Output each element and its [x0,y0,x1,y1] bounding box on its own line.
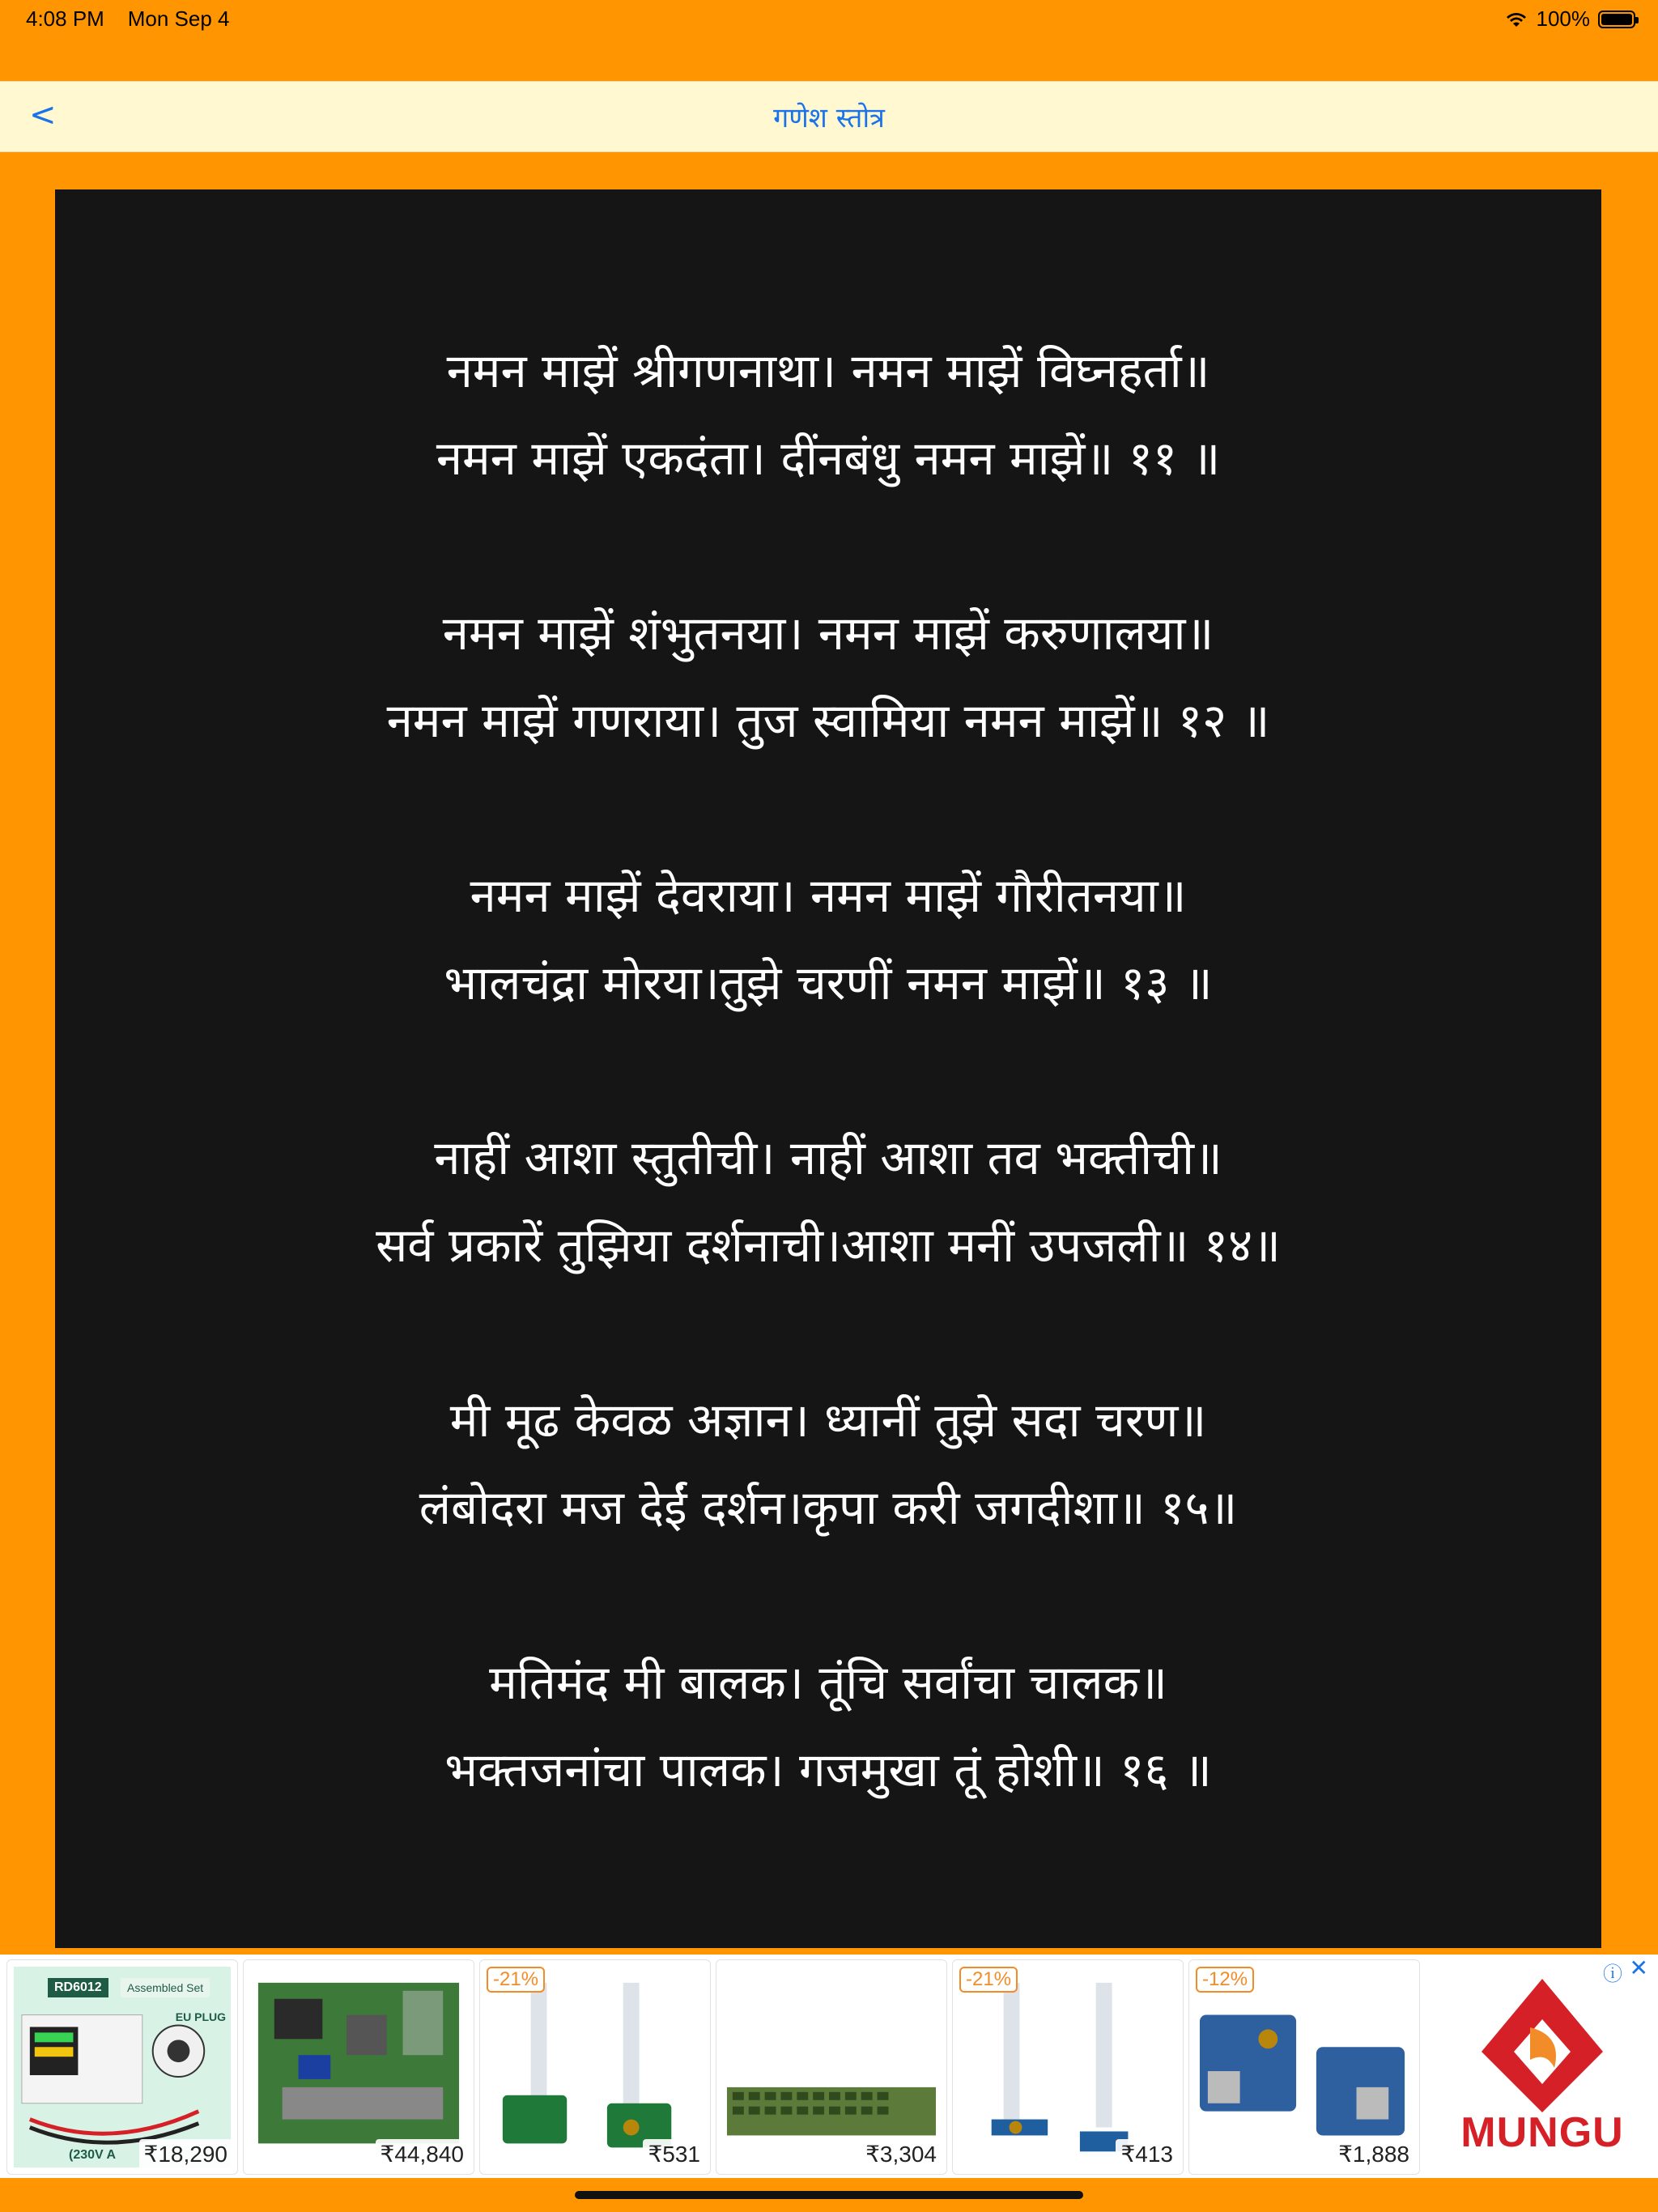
flex-cable-image [959,1967,1176,2167]
battery-fill [1601,14,1632,25]
stanza-list [55,327,1601,1901]
home-indicator[interactable] [575,2191,1083,2199]
ad-close-icon[interactable]: ✕ [1629,1955,1648,1980]
ad-card-flex-cable-b[interactable] [952,1959,1184,2175]
nav-bar [0,81,1658,152]
ad-card-keyboard[interactable] [716,1959,947,2175]
ad-price: ₹44,840 [376,2139,469,2169]
ad-voltage-label: (230V A [69,2148,117,2162]
ad-price: ₹413 [1116,2139,1178,2169]
stanza-line: नमन माझें शंभुतनया। नमन माझें करुणालया॥ [442,606,1214,661]
stanza-line: नमन माझें देवराया। नमन माझें गौरीतनया॥ [470,868,1187,923]
stanza-line: भालचंद्रा मोरया।तुझे चरणीं नमन माझें॥ १३ ॥ [444,955,1213,1010]
flex-cable-image [487,1967,704,2167]
ad-discount-badge: -21% [959,1967,1018,1993]
stanza-12 [55,589,1601,764]
stanza-line: मी मूढ केवळ अज्ञान। ध्यानीं तुझे सदा चरण॥ [449,1393,1207,1448]
status-bar [0,0,1658,39]
status-right [1504,6,1636,32]
keyboard-image [723,1967,940,2167]
ad-price: ₹531 [643,2139,705,2169]
wifi-icon [1504,11,1528,28]
ad-card-usb-board[interactable] [1188,1959,1420,2175]
stanza-line: नमन माझें श्रीगणनाथा। नमन माझें विघ्नहर्ता॥ [446,343,1210,398]
ad-discount-badge: -12% [1196,1967,1254,1993]
ad-brand-name: MUNGU [1460,2109,1624,2156]
stanza-16 [55,1639,1601,1814]
stanza-line: नमन माझें एकदंता। दींनबंधु नमन माझें॥ ११ ॥ [436,431,1221,486]
ad-card-motherboard[interactable] [243,1959,474,2175]
ad-price: ₹3,304 [861,2139,942,2169]
ad-plug-label: EU PLUG [175,2010,226,2023]
status-time-text: 4:08 PM [26,6,104,31]
ad-banner[interactable] [0,1955,1658,2178]
page-title: गणेश स्तोत्र [773,102,885,134]
status-time [26,6,229,32]
stanza-14 [55,1114,1601,1289]
stanza-line: लंबोदरा मज देईं दर्शन।कृपा करी जगदीशा॥ १५॥ [419,1480,1238,1535]
ad-discount-badge: -21% [487,1967,545,1993]
mungu-logo-icon [1441,1971,1643,2116]
ad-model-badge: RD6012 [48,1978,108,1997]
back-button[interactable]: < [29,96,57,134]
stanza-line: सर्व प्रकारें तुझिया दर्शनाची।आशा मनीं उपजली॥ १४॥ [376,1218,1281,1273]
ad-price: ₹18,290 [139,2139,232,2169]
usb-board-image [1196,1967,1413,2167]
ad-card-flex-cable-a[interactable] [479,1959,711,2175]
stanza-line: नाहीं आशा स्तुतीची। नाहीं आशा तव भक्तीची॥ [434,1130,1222,1185]
stanza-line: भक्तजनांचा पालक। गजमुखा तूं होशी॥ १६ ॥ [444,1742,1212,1797]
ad-card-power-supply[interactable] [6,1959,238,2175]
status-date-text: Mon Sep 4 [127,6,230,31]
motherboard-image [250,1967,467,2167]
stotra-panel[interactable] [55,189,1601,1948]
ad-price: ₹1,888 [1333,2139,1414,2169]
ad-set-badge: Assembled Set [121,1978,210,1997]
battery-percent: 100% [1536,6,1590,31]
ad-info-icon[interactable]: ⓘ [1603,1963,1622,1985]
stanza-line: मतिमंद मी बालक। तूंचि सर्वांचा चालक॥ [489,1655,1167,1710]
stanza-line: नमन माझें गणराया। तुज स्वामिया नमन माझें॥ १२ ॥ [386,693,1270,748]
stanza-13 [55,852,1601,1027]
stanza-11 [55,327,1601,502]
battery-icon [1598,11,1635,28]
ad-brand-logo[interactable] [1441,1971,1643,2165]
stanza-15 [55,1376,1601,1551]
